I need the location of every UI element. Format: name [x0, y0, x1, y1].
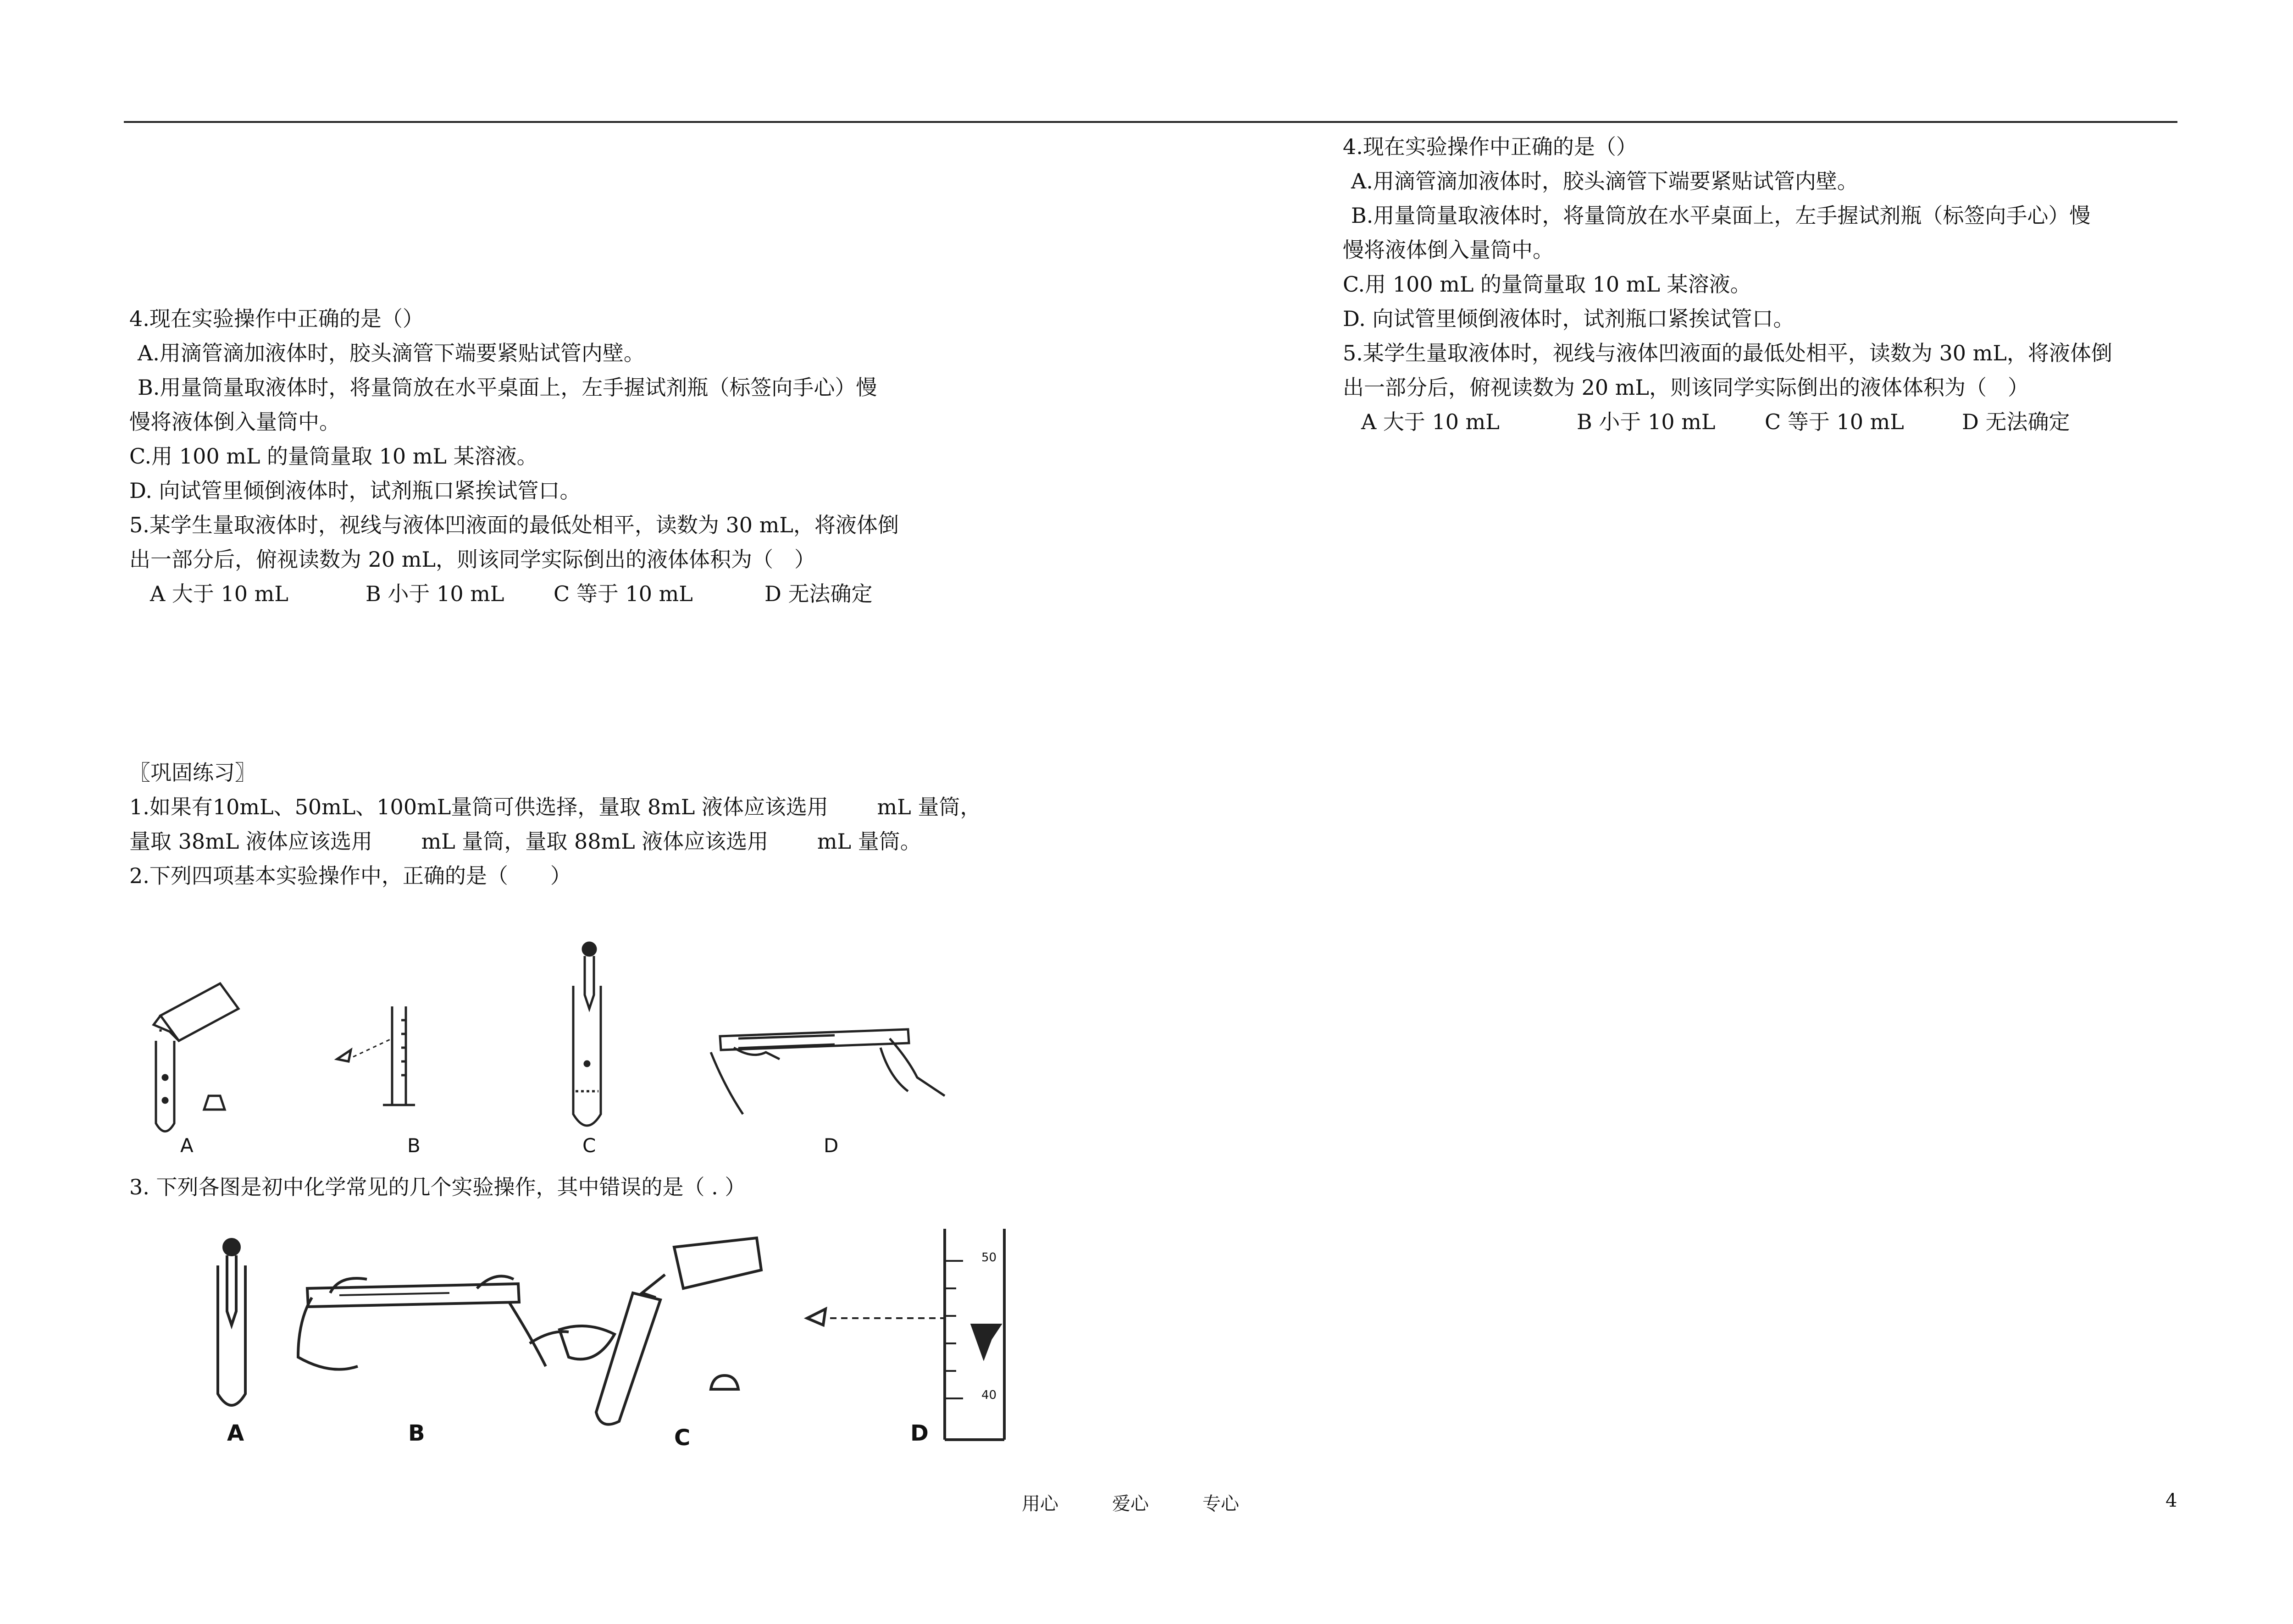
q4-option-d: D. 向试管里倾倒液体时，试剂瓶口紧挨试管口。 [129, 478, 581, 503]
q4-option-c: C.用 100 mL 的量筒量取 10 mL 某溶液。 [129, 444, 538, 469]
practice-q2-stem: 2.下列四项基本实验操作中，正确的是（ ） [129, 863, 571, 888]
q2-label-b: B [407, 1134, 421, 1157]
q2-label-c: C [582, 1134, 596, 1157]
q5-line1: 5.某学生量取液体时，视线与液体凹液面的最低处相平，读数为 30 mL，将液体倒 [129, 513, 899, 537]
q5-option-b: B 小于 10 mL [366, 581, 504, 606]
q2-a-pouring-illustration [154, 983, 238, 1132]
q4-option-d: D. 向试管里倾倒液体时，试剂瓶口紧挨试管口。 [1343, 306, 1795, 331]
practice-q1-line2: 量取 38mL 液体应该选用 mL 量筒，量取 88mL 液体应该选用 mL 量筒。 [129, 829, 921, 854]
right-question-block [1343, 130, 2112, 439]
practice-block [129, 756, 981, 893]
q4-option-b-line1: B.用量筒量取液体时，将量筒放在水平桌面上，左手握试剂瓶（标签向手心）慢 [138, 375, 877, 400]
q4-option-a: A.用滴管滴加液体时，胶头滴管下端要紧贴试管内壁。 [138, 341, 645, 365]
q4-stem: 4.现在实验操作中正确的是（） [129, 306, 424, 331]
q5-line2: 出一部分后，俯视读数为 20 mL，则该同学实际倒出的液体体积为（ ） [1343, 375, 2029, 400]
q5-line1: 5.某学生量取液体时，视线与液体凹液面的最低处相平，读数为 30 mL，将液体倒 [1343, 341, 2112, 365]
q4-option-c: C.用 100 mL 的量筒量取 10 mL 某溶液。 [1343, 272, 1751, 297]
q3-c-pouring-illustration [530, 1238, 761, 1425]
footer-item-1: 用心 [1022, 1493, 1058, 1514]
q4-stem: 4.现在实验操作中正确的是（） [1343, 134, 1637, 159]
q2-b-cylinder-illustration [337, 1006, 415, 1105]
footer-item-3: 专心 [1202, 1493, 1239, 1514]
q5-option-d: D 无法确定 [764, 581, 873, 606]
q2-label-a: A [180, 1134, 194, 1157]
left-question-block [129, 302, 899, 611]
practice-heading: 〖巩固练习〗 [129, 760, 256, 785]
q4-option-a: A.用滴管滴加液体时，胶头滴管下端要紧贴试管内壁。 [1351, 169, 1858, 193]
q3-illustration [193, 1220, 1027, 1458]
q5-line2: 出一部分后，俯视读数为 20 mL，则该同学实际倒出的液体体积为（ ） [129, 547, 815, 572]
q3-a-dropper-illustration [218, 1239, 245, 1405]
q5-options [129, 577, 899, 611]
q4-option-b-line2: 慢将液体倒入量筒中。 [1343, 238, 1554, 262]
q3-label-d: D [910, 1420, 929, 1446]
q3-label-c: C [674, 1425, 691, 1451]
q3-label-b: B [408, 1420, 425, 1446]
q5-option-c: C 等于 10 mL [554, 581, 693, 606]
practice-q1-line1: 1.如果有10mL、50mL、100mL量筒可供选择，量取 8mL 液体应该选用 mL 量筒， [129, 795, 981, 819]
q3-label-a: A [227, 1420, 244, 1446]
page-number: 4 [2166, 1490, 2177, 1511]
q2-c-dropper-illustration [573, 943, 601, 1126]
practice-q3-stem: 3. 下列各图是初中化学常见的几个实验操作，其中错误的是（ . ） [129, 1175, 746, 1199]
q3-d-cylinder-illustration [807, 1229, 1004, 1440]
q4-option-b-line2: 慢将液体倒入量筒中。 [129, 409, 340, 434]
q2-label-d: D [824, 1134, 839, 1157]
footer-item-2: 爱心 [1112, 1493, 1149, 1514]
q4-option-b-line1: B.用量筒量取液体时，将量筒放在水平桌面上，左手握试剂瓶（标签向手心）慢 [1351, 203, 2091, 228]
q5-option-a: A 大于 10 mL [1361, 409, 1500, 434]
q5-options [1343, 405, 2112, 439]
q3-figure [193, 1220, 1027, 1458]
q3-b-hands-illustration [298, 1276, 546, 1369]
q3-tick-40: 40 [981, 1388, 997, 1402]
q5-option-a: A 大于 10 mL [150, 581, 288, 606]
header-rule [124, 121, 2177, 123]
q3-tick-50: 50 [981, 1251, 997, 1265]
q2-d-hands-illustration [711, 1029, 945, 1114]
q5-option-c: C 等于 10 mL [1765, 409, 1904, 434]
q5-option-b: B 小于 10 mL [1577, 409, 1716, 434]
practice-q3-block [129, 1170, 746, 1204]
q5-option-d: D 无法确定 [1962, 409, 2070, 434]
